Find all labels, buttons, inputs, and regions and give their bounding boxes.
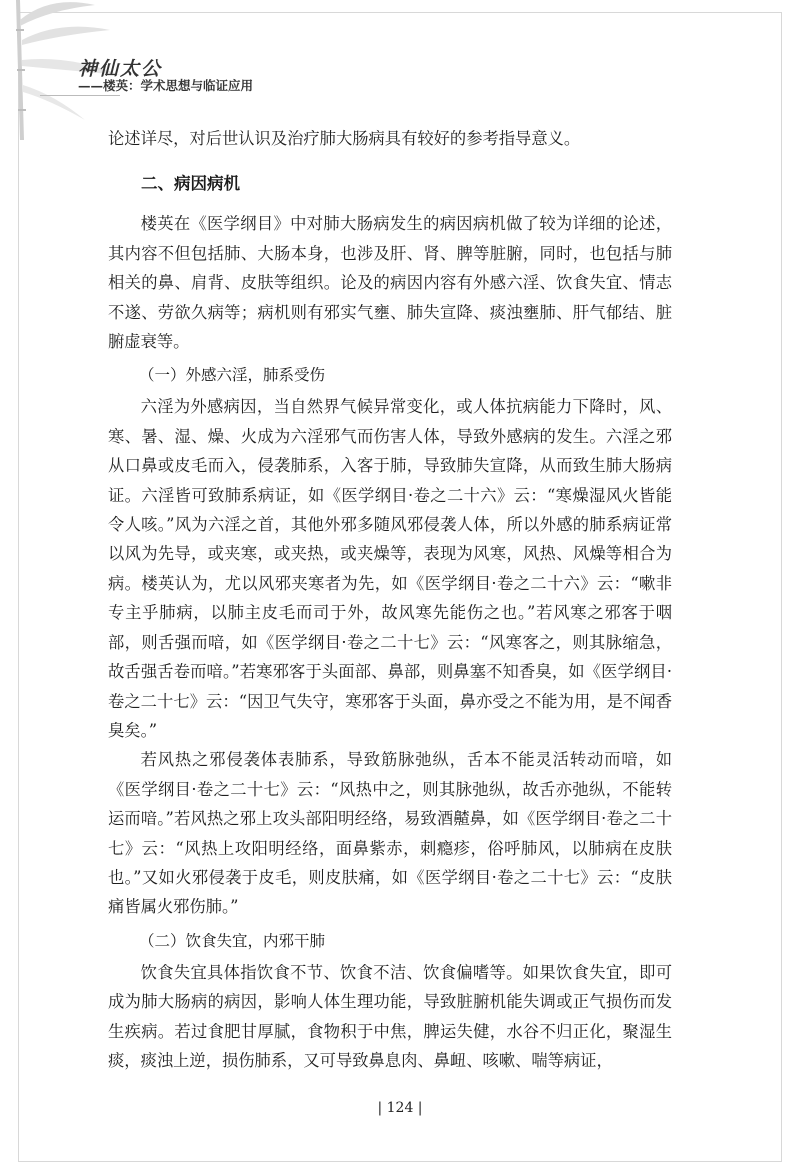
paragraph: 若风热之邪侵袭体表肺系，导致筋脉弛纵，舌本不能灵活转动而喑，如《医学纲目·卷之二十七》云：“风热中之，则其脉弛纵，故舌亦弛纵，不能转运而喑。”若风热之邪上攻头部阳明经络，易致酒齄鼻，如《医学纲目·卷之二十七》云：“风热上攻阳明经络，面鼻紫赤，刺瘾疹，俗呼肺风，以肺病在皮肤也。”又如火邪侵袭于皮毛，则皮肤痛，如《医学纲目·卷之二十七》云：“皮肤痛皆属火邪伤肺。” bbox=[108, 750, 672, 917]
subsection-heading: （二）饮食失宜，内邪干肺 bbox=[139, 931, 326, 950]
header-divider bbox=[40, 95, 120, 96]
section-heading: 二、病因病机 bbox=[141, 174, 240, 194]
book-subtitle: ——楼英：学术思想与临证应用 bbox=[78, 78, 254, 93]
main-content bbox=[108, 124, 672, 1075]
paragraph: 饮食失宜具体指饮食不节、饮食不洁、饮食偏嗜等。如果饮食失宜，即可成为肺大肠病的病因，影响人体生理功能，导致脏腑机能失调或正气损伤而发生疾病。若过食肥甘厚腻，食物积于中焦，脾运失健，水谷不归正化，聚湿生痰，痰浊上逆，损伤肺系，又可导致鼻息肉、鼻衄、咳嗽、喘等病证， bbox=[108, 962, 672, 1070]
book-title: 神仙太公 bbox=[78, 58, 163, 80]
paragraph: 论述详尽，对后世认识及治疗肺大肠病具有较好的参考指导意义。 bbox=[108, 129, 581, 148]
subsection-heading: （一）外感六淫，肺系受伤 bbox=[139, 366, 326, 385]
paragraph: 楼英在《医学纲目》中对肺大肠病发生的病因病机做了较为详细的论述，其内容不但包括肺、大肠本身，也涉及肝、肾、脾等脏腑，同时，也包括与肺相关的鼻、肩背、皮肤等组织。论及的病因内容有外感六淫、饮食失宜、情志不遂、劳欲久病等；病机则有邪实气壅、肺失宣降、痰浊壅肺、肝气郁结、脏腑虚衰等。 bbox=[108, 214, 672, 352]
paragraph: 六淫为外感病因，当自然界气候异常变化，或人体抗病能力下降时，风、寒、暑、湿、燥、火成为六淫邪气而伤害人体，导致外感病的发生。六淫之邪从口鼻或皮毛而入，侵袭肺系，入客于肺，导致肺失宣降，从而致生肺大肠病证。六淫皆可致肺系病证，如《医学纲目·卷之二十六》云：“寒燥湿风火皆能令人咳。”风为六淫之首，其他外邪多随风邪侵袭人体，所以外感的肺系病证常以风为先导，或夹寒，或夹热，或夹燥等，表现为风寒，风热、风燥等相合为病。楼英认为，尤以风邪夹寒者为先，如《医学纲目·卷之二十六》云：“嗽非专主乎肺病，以肺主皮毛而司于外，故风寒先能伤之也。”若风寒之邪客于咽部，则舌强而喑，如《医学纲目·卷之二十七》云：“风寒客之，则其脉缩急，故舌强舌卷而喑。”若寒邪客于头面部、鼻部，则鼻塞不知香臭，如《医学纲目·卷之二十七》云：“因卫气失守，寒邪客于头面，鼻亦受之不能为用，是不闻香臭矣。” bbox=[108, 397, 672, 740]
page-number: | 124 | bbox=[377, 1100, 423, 1116]
